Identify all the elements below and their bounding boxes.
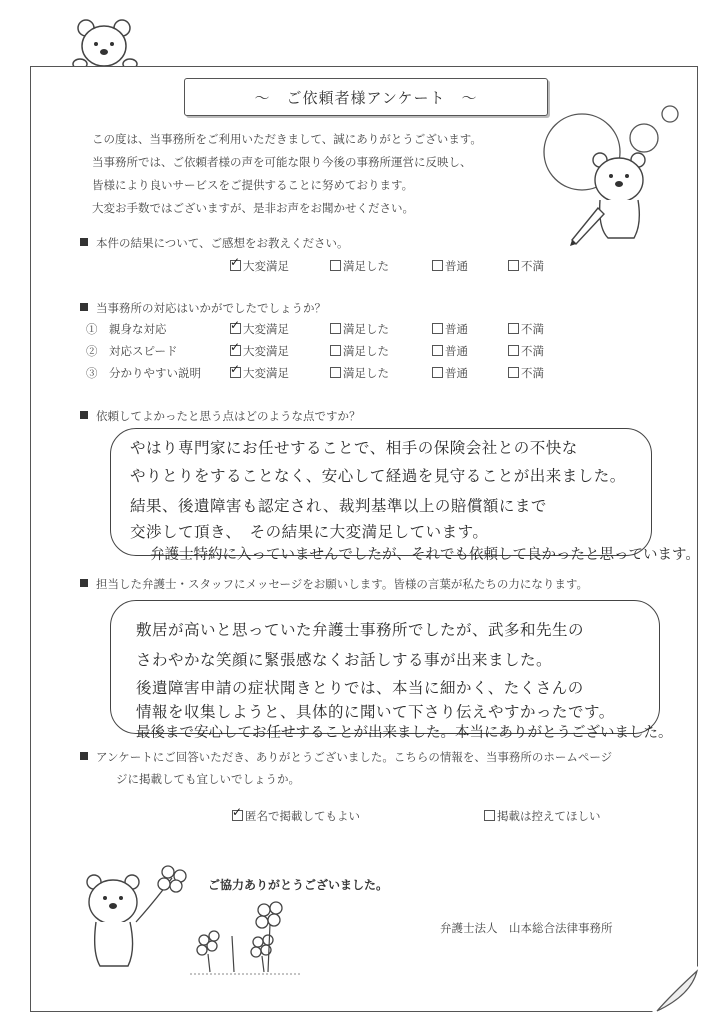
- question-4: [80, 576, 588, 592]
- q2-row-3-normal[interactable]: 普通: [432, 365, 468, 381]
- bear-pencil-icon: [568, 148, 668, 248]
- checkbox-icon[interactable]: [432, 323, 443, 334]
- thanks-message: ご協力ありがとうございました。: [208, 878, 389, 892]
- checkbox-icon[interactable]: [330, 323, 341, 334]
- clover-icon: [190, 896, 300, 976]
- q3-answer-line: 結果、後遺障害も認定され、裁判基準以上の賠償額にまで: [130, 497, 547, 515]
- question-3-text: 依頼してよかったと思う点はどのような点ですか？: [96, 409, 361, 423]
- question-1: [80, 235, 349, 251]
- checkbox-icon[interactable]: [330, 260, 341, 271]
- question-3: [80, 408, 361, 424]
- q3-answer-line: やはり専門家にお任せすることで、相手の保険会社との不快な: [130, 439, 578, 457]
- q2-row-1-very-satisfied[interactable]: ✓ 大変満足: [230, 321, 289, 337]
- q3-answer-line: 交渉して頂き、 その結果に大変満足しています。: [130, 523, 489, 541]
- checkbox-icon[interactable]: [330, 345, 341, 356]
- q2-row-3-dissatisfied[interactable]: 不満: [508, 365, 544, 381]
- q5-option-decline[interactable]: 掲載は控えてほしい: [484, 808, 601, 824]
- checkbox-icon[interactable]: [330, 367, 341, 378]
- q4-answer-line: 後遺障害申請の症状聞きとりでは、本当に細かく、たくさんの: [136, 679, 584, 697]
- checkbox-checked-icon[interactable]: [230, 345, 241, 356]
- q2-row-2-normal[interactable]: 普通: [432, 343, 468, 359]
- option-label: 不満: [521, 259, 544, 273]
- checkbox-icon[interactable]: [508, 345, 519, 356]
- bullet-square-icon: [80, 752, 88, 760]
- question-1-text: 本件の結果について、ご感想をお教えください。: [96, 236, 349, 250]
- q4-answer-line: 最後まで安心してお任せすることが出来ました。本当にありがとうございました。: [136, 725, 673, 741]
- page-curl-icon: [651, 965, 699, 1013]
- checkbox-checked-icon[interactable]: [232, 810, 243, 821]
- checkbox-icon[interactable]: [508, 323, 519, 334]
- q4-answer-line: 敷居が高いと思っていた弁護士事務所でしたが、武多和先生の: [136, 621, 585, 639]
- intro-line: 当事務所では、ご依頼者様の声を可能な限り今後の事務所運営に反映し、: [92, 155, 472, 169]
- checkbox-checked-icon[interactable]: [230, 367, 241, 378]
- q2-row-3-label: ③ 分かりやすい説明: [86, 366, 201, 380]
- page-title: [184, 78, 548, 116]
- bear-flower-icon: [80, 862, 200, 972]
- q2-row-1-dissatisfied[interactable]: 不満: [508, 321, 544, 337]
- intro-line: この度は、当事務所をご利用いただきまして、誠にありがとうございます。: [92, 132, 482, 146]
- q1-option-dissatisfied[interactable]: [508, 258, 544, 274]
- bear-peeking-icon: [70, 14, 140, 74]
- question-5-text: アンケートにご回答いただき、ありがとうございました。こちらの情報を、当事務所のホームページ: [96, 750, 613, 764]
- question-2: [80, 300, 326, 316]
- checkbox-icon[interactable]: [432, 345, 443, 356]
- intro-text: [92, 128, 482, 220]
- q4-answer-line: さわやかな笑顔に緊張感なくお話しする事が出来ました。: [136, 651, 553, 669]
- q1-option-very-satisfied[interactable]: [230, 258, 289, 274]
- checkbox-icon[interactable]: [508, 367, 519, 378]
- q2-row-2-satisfied[interactable]: 満足した: [330, 343, 389, 359]
- bullet-square-icon: [80, 238, 88, 246]
- q2-row-2-very-satisfied[interactable]: ✓ 大変満足: [230, 343, 289, 359]
- bullet-square-icon: [80, 579, 88, 587]
- page-title-text: ～ ご依頼者様アンケート ～: [254, 88, 478, 107]
- checkbox-icon[interactable]: [432, 367, 443, 378]
- question-2-text: 当事務所の対応はいかがでしたでしょうか？: [96, 301, 326, 315]
- checkbox-checked-icon[interactable]: [230, 260, 241, 271]
- q4-answer-line: 情報を収集しようと、具体的に聞いて下さり伝えやすかったです。: [136, 703, 615, 721]
- question-4-text: 担当した弁護士・スタッフにメッセージをお願いします。皆様の言葉が私たちの力になります。: [96, 577, 588, 591]
- option-label: 大変満足: [243, 259, 289, 273]
- q2-row-3-satisfied[interactable]: 満足した: [330, 365, 389, 381]
- question-5-text-cont: ジに掲載しても宜しいでしょうか。: [116, 772, 300, 786]
- q2-row-1-label: ① 親身な対応: [86, 322, 167, 336]
- checkbox-icon[interactable]: [508, 260, 519, 271]
- bullet-square-icon: [80, 303, 88, 311]
- checkbox-icon[interactable]: [484, 810, 495, 821]
- q2-row-3-very-satisfied[interactable]: ✓ 大変満足: [230, 365, 289, 381]
- checkbox-icon[interactable]: [432, 260, 443, 271]
- q2-row-1-satisfied[interactable]: 満足した: [330, 321, 389, 337]
- option-label: 満足した: [343, 259, 389, 273]
- q2-row-1-normal[interactable]: 普通: [432, 321, 468, 337]
- q3-answer-line: 弁護士特約に入っていませんでしたが、それでも依頼して良かったと思っています。: [150, 547, 700, 563]
- intro-line: 大変お手数ではございますが、是非お声をお聞かせください。: [92, 201, 414, 215]
- intro-line: 皆様により良いサービスをご提供することに努めております。: [92, 178, 414, 192]
- question-5: [80, 746, 612, 790]
- q3-answer-line: やりとりをすることなく、安心して経過を見守ることが出来ました。: [130, 467, 626, 485]
- q2-row-2-label: ② 対応スピード: [86, 344, 178, 358]
- q1-option-satisfied[interactable]: [330, 258, 389, 274]
- q2-row-2-dissatisfied[interactable]: 不満: [508, 343, 544, 359]
- firm-name: 弁護士法人 山本総合法律事務所: [440, 921, 613, 935]
- bullet-square-icon: [80, 411, 88, 419]
- q1-option-normal[interactable]: [432, 258, 468, 274]
- option-label: 普通: [445, 259, 468, 273]
- q5-option-anonymous[interactable]: ✓匿名で掲載してもよい: [232, 808, 360, 824]
- checkbox-checked-icon[interactable]: [230, 323, 241, 334]
